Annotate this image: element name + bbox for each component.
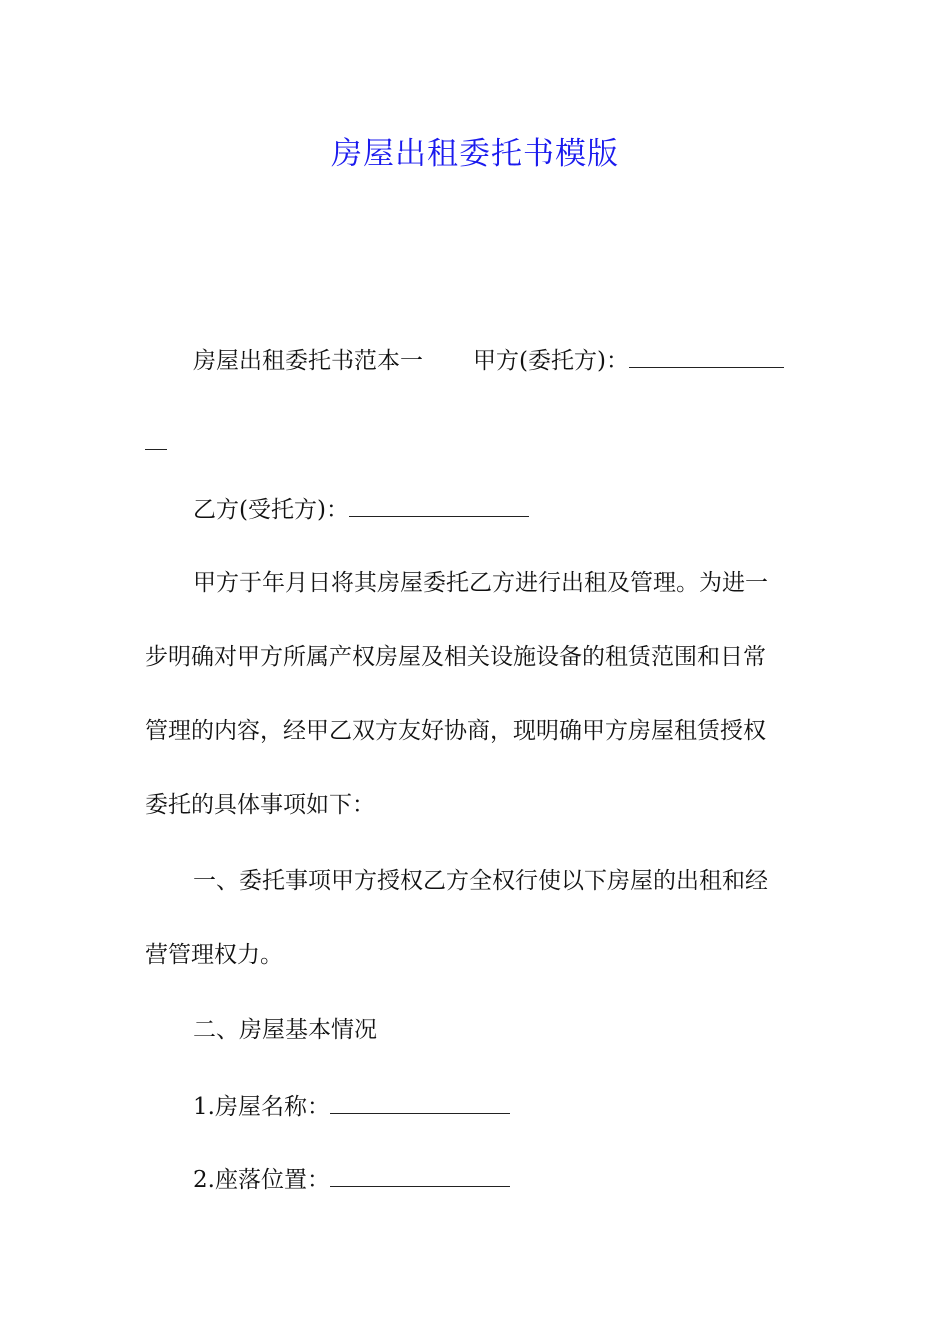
item-1-line xyxy=(193,1091,510,1122)
intro-text: 房屋出租委托书范本一 xyxy=(193,348,423,374)
document-title: 房屋出租委托书模版 xyxy=(331,136,619,172)
paragraph-1-line: 步明确对甲方所属产权房屋及相关设施设备的租赁范围和日常 xyxy=(145,644,766,670)
item-1-label: 1.房屋名称： xyxy=(193,1094,330,1120)
paragraph-1-line: 管理的内容，经甲乙双方友好协商，现明确甲方房屋租赁授权 xyxy=(145,718,766,744)
item-2-blank xyxy=(330,1164,510,1187)
section-1-line: 营管理权力。 xyxy=(145,942,283,968)
item-2-line xyxy=(193,1164,510,1195)
section-2-heading: 二、房屋基本情况 xyxy=(193,1017,377,1043)
section-1-line: 一、委托事项甲方授权乙方全权行使以下房屋的出租和经 xyxy=(193,868,768,894)
blank-continuation xyxy=(145,435,167,450)
party-a-blank xyxy=(629,345,784,368)
party-a-blank-continuation xyxy=(145,428,167,458)
paragraph-1-line: 甲方于年月日将其房屋委托乙方进行出租及管理。为进一 xyxy=(193,570,768,596)
party-b-label: 乙方(受托方)： xyxy=(193,497,349,523)
paragraph-1-line: 委托的具体事项如下： xyxy=(145,792,375,818)
party-b-blank xyxy=(349,494,529,517)
item-1-blank xyxy=(330,1091,510,1114)
item-2-label: 2.座落位置： xyxy=(193,1167,330,1193)
party-b-line xyxy=(193,494,529,525)
header-line xyxy=(193,345,784,376)
party-a-label: 甲方(委托方)： xyxy=(473,348,629,374)
